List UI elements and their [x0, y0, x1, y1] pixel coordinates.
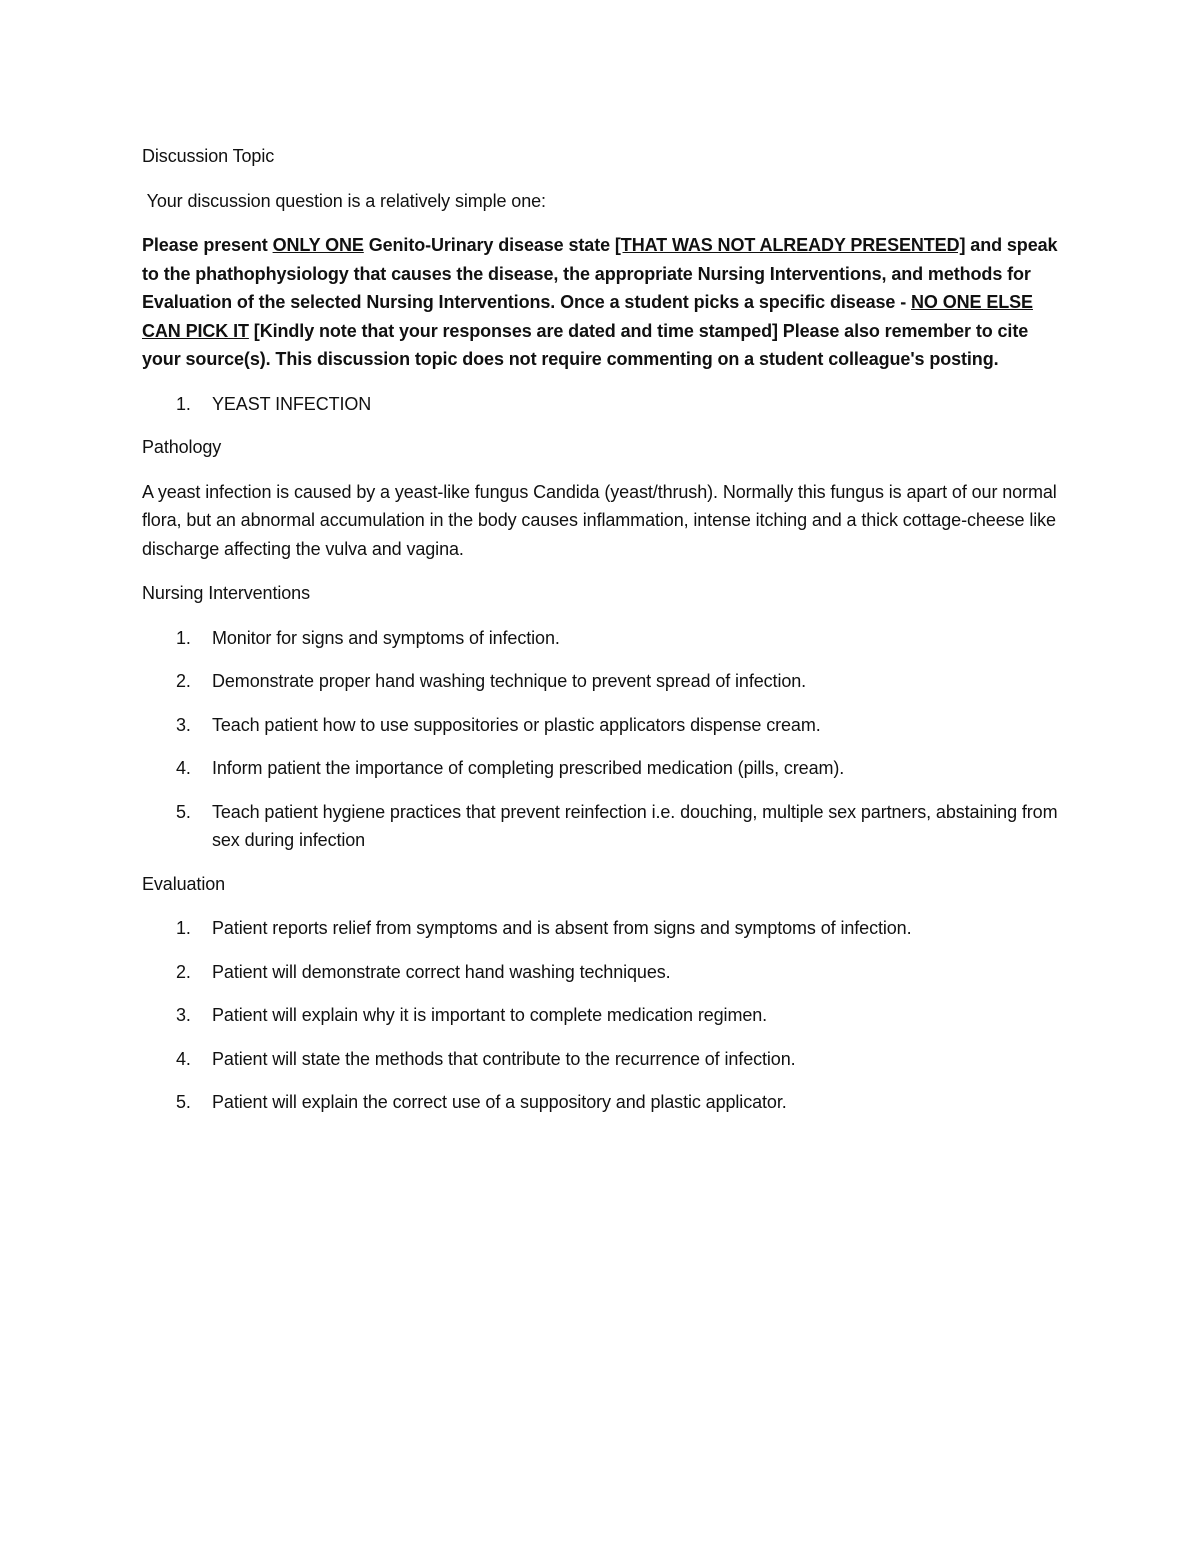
disease-name: YEAST INFECTION	[212, 393, 372, 414]
pathology-text: A yeast infection is caused by a yeast-like fungus Candida (yeast/thrush). Normally this fungus is apart of our normal flora, but an abnormal accumulation in the body causes inflammation, intense itching and a thick cottage-cheese like discharge affecting the vulva and vagina.	[142, 481, 1057, 559]
list-number: 4.	[176, 758, 191, 778]
list-number: 2.	[176, 671, 191, 691]
list-item-text: Teach patient hygiene practices that prevent reinfection i.e. douching, multiple sex partners, abstaining from sex during infection	[212, 801, 1058, 850]
list-number: 1.	[176, 393, 191, 414]
list-item-text: Patient will explain why it is important to complete medication regimen.	[212, 1005, 768, 1025]
disease-item	[142, 390, 1062, 419]
list-item-text: Patient reports relief from symptoms and is absent from signs and symptoms of infection.	[212, 918, 912, 938]
list-item-text: Patient will explain the correct use of a suppository and plastic applicator.	[212, 1092, 787, 1112]
list-number: 1.	[176, 627, 191, 648]
pathology-heading: Pathology	[142, 437, 222, 457]
list-item	[142, 958, 1062, 987]
prompt-text: Please present	[142, 235, 273, 255]
list-item-text: Inform patient the importance of completing prescribed medication (pills, cream).	[212, 758, 845, 778]
list-item	[142, 711, 1062, 740]
interventions-heading: Nursing Interventions	[142, 583, 310, 603]
prompt-text: and speak to the phathophysiology that causes the disease, the appropriate Nursing Interventions, and methods for Evaluation of the selected Nursing Interventions. Once a student picks a specific disease -	[142, 235, 1058, 312]
list-item-text: Monitor for signs and symptoms of infection.	[212, 627, 560, 648]
list-number: 5.	[176, 801, 191, 822]
interventions-list	[142, 624, 1062, 855]
prompt-emphasis-only-one: ONLY ONE	[272, 235, 364, 255]
list-item-text: Patient will state the methods that contribute to the recurrence of infection.	[212, 1048, 796, 1069]
list-item-text: Patient will demonstrate correct hand washing techniques.	[212, 961, 671, 982]
list-item-text: Demonstrate proper hand washing technique to prevent spread of infection.	[212, 671, 807, 691]
discussion-prompt	[142, 231, 1062, 374]
discussion-question: Your discussion question is a relatively simple one:	[142, 190, 546, 211]
list-number: 5.	[176, 1092, 191, 1112]
list-item	[142, 798, 1062, 855]
list-number: 2.	[176, 961, 191, 982]
list-item	[142, 1088, 1062, 1117]
document-page	[142, 142, 1062, 1132]
evaluation-heading: Evaluation	[142, 873, 226, 894]
list-item	[142, 624, 1062, 653]
list-number: 3.	[176, 1005, 191, 1025]
prompt-emphasis-no-one-else: NO ONE ELSE CAN PICK IT	[142, 292, 1033, 341]
list-number: 3.	[176, 714, 191, 735]
list-number: 4.	[176, 1048, 191, 1069]
prompt-text: [Kindly note that your responses are dated and time stamped] Please also remember to cite your source(s). This discussion topic does not require commenting on a student colleague's posting.	[142, 320, 1029, 369]
list-item-text: Teach patient how to use suppositories or plastic applicators dispense cream.	[212, 714, 821, 735]
disease-list	[142, 390, 1062, 419]
list-item	[142, 914, 1062, 943]
list-item	[142, 1045, 1062, 1074]
document-title: Discussion Topic	[142, 146, 275, 166]
evaluation-list	[142, 914, 1062, 1117]
list-number: 1.	[176, 918, 191, 938]
list-item	[142, 754, 1062, 783]
prompt-emphasis-not-presented: [THAT WAS NOT ALREADY PRESENTED]	[614, 235, 966, 255]
prompt-text: Genito-Urinary disease state	[363, 235, 615, 255]
list-item	[142, 1001, 1062, 1030]
list-item	[142, 667, 1062, 696]
